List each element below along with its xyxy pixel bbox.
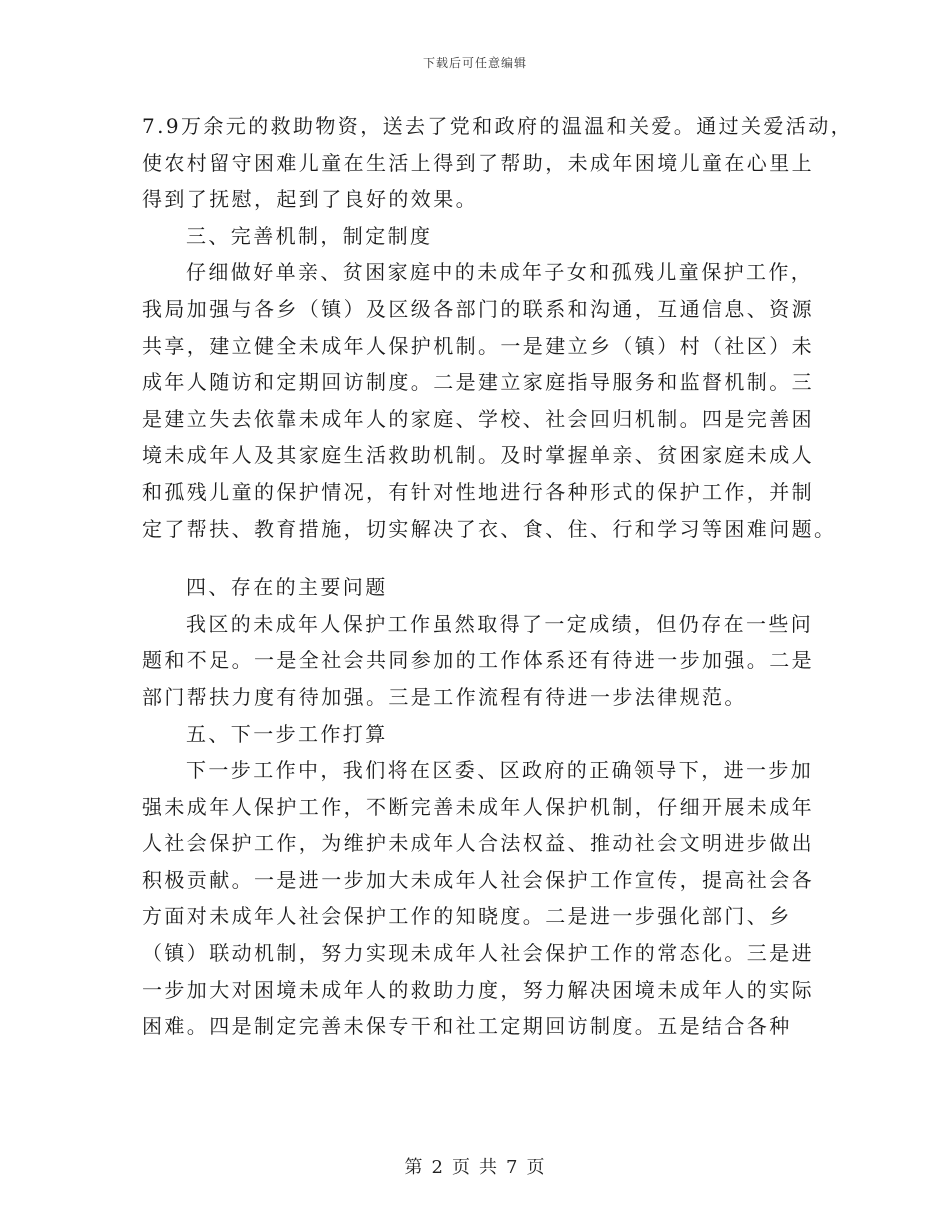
document-body — [142, 108, 854, 1045]
text-line: 使农村留守困难儿童在生活上得到了帮助，未成年困境儿童在心里上 — [142, 150, 814, 175]
footer-label-total: 共 — [479, 1157, 498, 1178]
text-line: 仔细做好单亲、贫困家庭中的未成年子女和孤残儿童保护工作， — [186, 260, 814, 285]
text-line: 是建立失去依靠未成年人的家庭、学校、社会回归机制。四是完善困 — [142, 406, 814, 431]
footer-total-pages: 7 — [506, 1157, 519, 1178]
paragraph-continuation — [142, 108, 854, 218]
footer-current-page: 2 — [431, 1157, 444, 1178]
text-line: （镇）联动机制，努力实现未成年人社会保护工作的常态化。三是进 — [142, 941, 814, 966]
text-line: 一步加大对困境未成年人的救助力度，努力解决困境未成年人的实际 — [142, 977, 814, 1002]
text-line: 下一步工作中，我们将在区委、区政府的正确领导下，进一步加 — [186, 758, 814, 783]
text-line: 方面对未成年人社会保护工作的知晓度。二是进一步强化部门、乡 — [142, 904, 792, 929]
text-line: 境未成年人及其家庭生活救助机制。及时掌握单亲、贫困家庭未成人 — [142, 443, 814, 468]
text-line: 我局加强与各乡（镇）及区级各部门的联系和沟通，互通信息、资源 — [142, 296, 814, 321]
text-line: 困难。四是制定完善未保专干和社工定期回访制度。五是结合各种 — [142, 1014, 792, 1039]
text-line: 积极贡献。一是进一步加大未成年人社会保护工作宣传，提高社会各 — [142, 867, 814, 892]
text-line: 共享，建立健全未成年人保护机制。一是建立乡（镇）村（社区）未 — [142, 333, 814, 358]
paragraph-mechanism — [142, 254, 837, 547]
footer-label-page: 页 — [452, 1157, 471, 1178]
paragraph-spacer — [142, 547, 822, 569]
text-line: 7.9万余元的救助物资，送去了党和政府的温温和关爱。通过关爱活动， — [142, 114, 854, 138]
footer-label-suffix: 页 — [526, 1157, 546, 1178]
section-heading-4: 四、存在的主要问题 — [186, 575, 388, 600]
text-line: 定了帮扶、教育措施，切实解决了衣、食、住、行和学习等困难问题。 — [142, 516, 837, 541]
text-line: 强未成年人保护工作，不断完善未成年人保护机制，仔细开展未成年 — [142, 794, 814, 819]
text-line: 我区的未成年人保护工作虽然取得了一定成绩，但仍存在一些问 — [186, 611, 814, 636]
paragraph-next-steps — [142, 752, 822, 1045]
text-line: 得到了抚慰，起到了良好的效果。 — [142, 187, 478, 212]
page-footer — [0, 1153, 950, 1179]
section-heading-5: 五、下一步工作打算 — [186, 721, 388, 746]
section-heading-3: 三、完善机制，制定制度 — [186, 223, 433, 248]
text-line: 成年人随访和定期回访制度。二是建立家庭指导服务和监督机制。三 — [142, 370, 814, 395]
text-line: 人社会保护工作，为维护未成年人合法权益、推动社会文明进步做出 — [142, 831, 814, 856]
page-header: 下载后可任意编辑 — [422, 56, 527, 70]
text-line: 和孤残儿童的保护情况，有针对性地进行各种形式的保护工作，并制 — [142, 479, 814, 504]
footer-label-prefix: 第 — [404, 1157, 424, 1178]
paragraph-problems — [142, 606, 822, 716]
text-line: 题和不足。一是全社会共同参加的工作体系还有待进一步加强。二是 — [142, 648, 814, 673]
text-line: 部门帮扶力度有待加强。三是工作流程有待进一步法律规范。 — [142, 684, 747, 709]
